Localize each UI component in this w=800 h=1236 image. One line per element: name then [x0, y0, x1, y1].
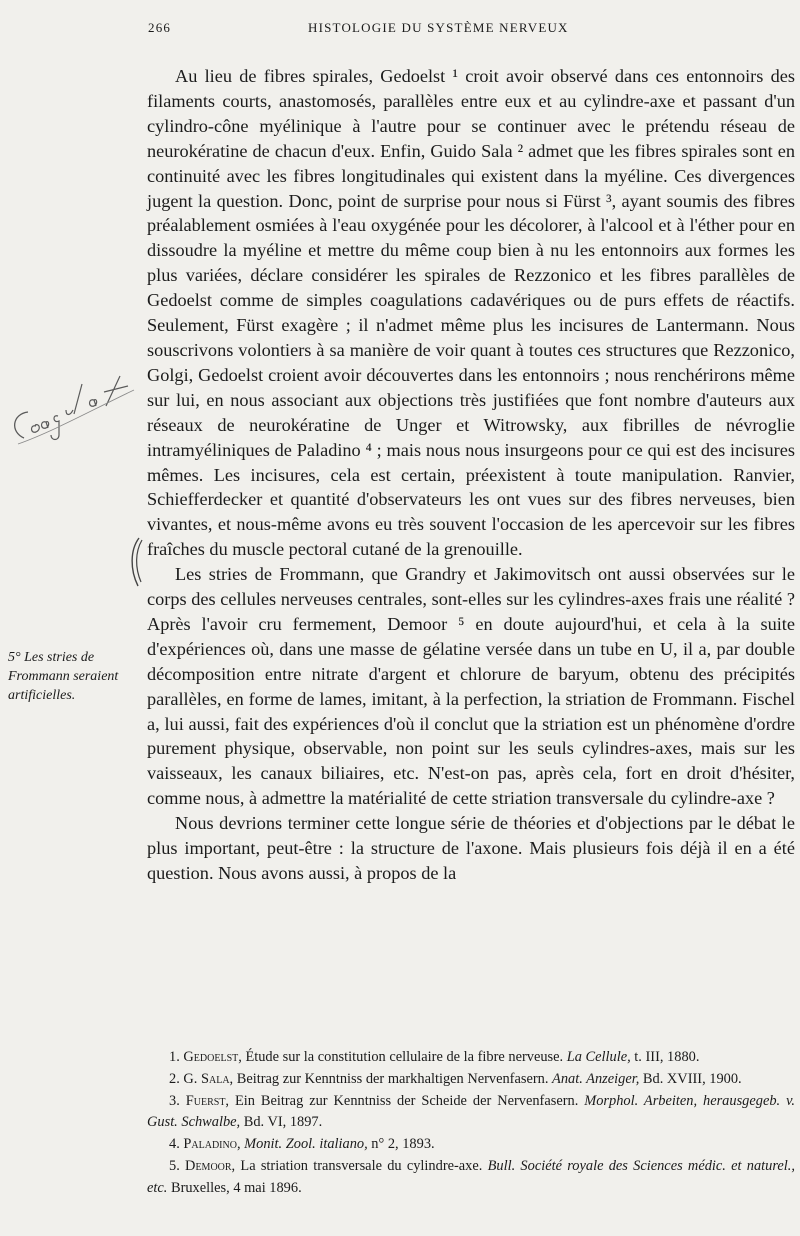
footnote: 2. G. Sala, Beitrag zur Kenntniss der markhaltigen Nervenfasern. Anat. Anzeiger, Bd. XVIII, 1900.	[169, 1070, 742, 1087]
paragraph-3: Nous devrions terminer cette longue série de théories et d'objections par le débat le plus important, peut-être : la structure de l'axone. Mais plusieurs fois déjà il en a été question. Nous avons aussi, à propos de la	[147, 813, 795, 883]
paragraph-2: Les stries de Frommann, que Grandry et Jakimovitsch ont aussi observées sur le corps des cellules nerveuses centrales, sont-elles sur les cylindres-axes frais une réalité ? Après l'avoir cru fermement, Demoor ⁵ en doute aujourd'hui, et cela à la suite d'expériences où, dans une masse de gélatine versée dans un tube en U, il a, par double décomposition entre nitrate d'argent et chlorure de baryum, obtenu des précipités parallèles, en forme de lames, imitant, à la perfection, la striation de Frommann. Fischel a, lui aussi, fait des expériences d'où il conclut que la striation est un phénomène d'ordre purement physique, observable, non point sur les seuls cylindres-axes, mais sur les vaisseaux, les canaux biliaires, etc. N'est-on pas, après cela, fort en droit d'hésiter, comme nous, à admettre la matérialité de cette striation transversale du cylindre-axe ?	[147, 564, 795, 809]
footnotes	[147, 1047, 795, 1200]
footnote: 1. Gedoelst, Étude sur la constitution cellulaire de la fibre nerveuse. La Cellule, t. III, 1880.	[169, 1049, 700, 1065]
running-title: HISTOLOGIE DU SYSTÈME NERVEUX	[308, 20, 569, 35]
main-text	[147, 64, 795, 886]
paragraph-1: Au lieu de fibres spirales, Gedoelst ¹ croit avoir observé dans ces entonnoirs des filaments courts, anastomosés, parallèles entre eux et au cylindre-axe et passant d'un cylindro-cône myélinique à l'autre pour se continuer avec le prétendu réseau de neurokératine de chacun d'eux. Enfin, Guido Sala ² admet que les fibres spirales sont en continuité avec les fibres longitudinales qui existent dans la myéline. Ces divergences jugent la question. Donc, point de surprise pour nous si Fürst ³, ayant soumis des fibres préalablement osmiées à l'eau oxygénée pour les décolorer, à l'alcool et à l'éther pour en dissoudre la myéline et mettre du même coup bien à nu les entonnoirs aux formes les plus variées, déclare considérer les spirales de Rezzonico et les fibres parallèles de Gedoelst comme de simples coagulations cadavériques ou de purs effets de réactifs. Seulement, Fürst exagère ; il n'admet même plus les incisures de Lantermann. Nous souscrivons volontiers à sa manière de voir quant à toutes ces structures que Rezzonico, Golgi, Gedoelst croient avoir découvertes dans les entonnoirs ; nous renchérirons même sur lui, en nous associant aux objections très justifiées que font nombre d'auteurs aux réseaux de neurokératine de Unger et Witrowsky, aux fibrilles de névroglie intramyéliniques de Paladino ⁴ ; mais nous nous insurgeons pour ce qui est des incisures mêmes. Les incisures, cela est certain, préexistent à toute manipulation. Ranvier, Schiefferdecker et quantité d'observateurs les ont vues sur des fibres nerveuses, bien vivantes, et nous-même avons eu très souvent l'occasion de les apercevoir sur les fibres fraîches du muscle pectoral cutané de la grenouille.	[147, 66, 795, 560]
running-header	[148, 20, 788, 40]
footnote: 3. Fuerst, Ein Beitrag zur Kenntniss der Scheide der Nervenfasern. Morphol. Arbeiten, herausgegeb. v. Gust. Schwalbe, Bd. VI, 1897.	[147, 1092, 795, 1131]
margin-bracket-mark	[126, 536, 144, 590]
margin-note: 5° Les stries de Frommann seraient artificielles.	[8, 650, 119, 703]
footnote: 5. Demoor, La striation transversale du cylindre-axe. Bull. Société royale des Sciences médic. et naturel., etc. Bruxelles, 4 mai 1896.	[147, 1157, 795, 1196]
page-number: 266	[148, 20, 172, 35]
handwritten-note	[2, 370, 152, 460]
footnote: 4. Paladino, Monit. Zool. italiano, n° 2, 1893.	[169, 1136, 435, 1153]
